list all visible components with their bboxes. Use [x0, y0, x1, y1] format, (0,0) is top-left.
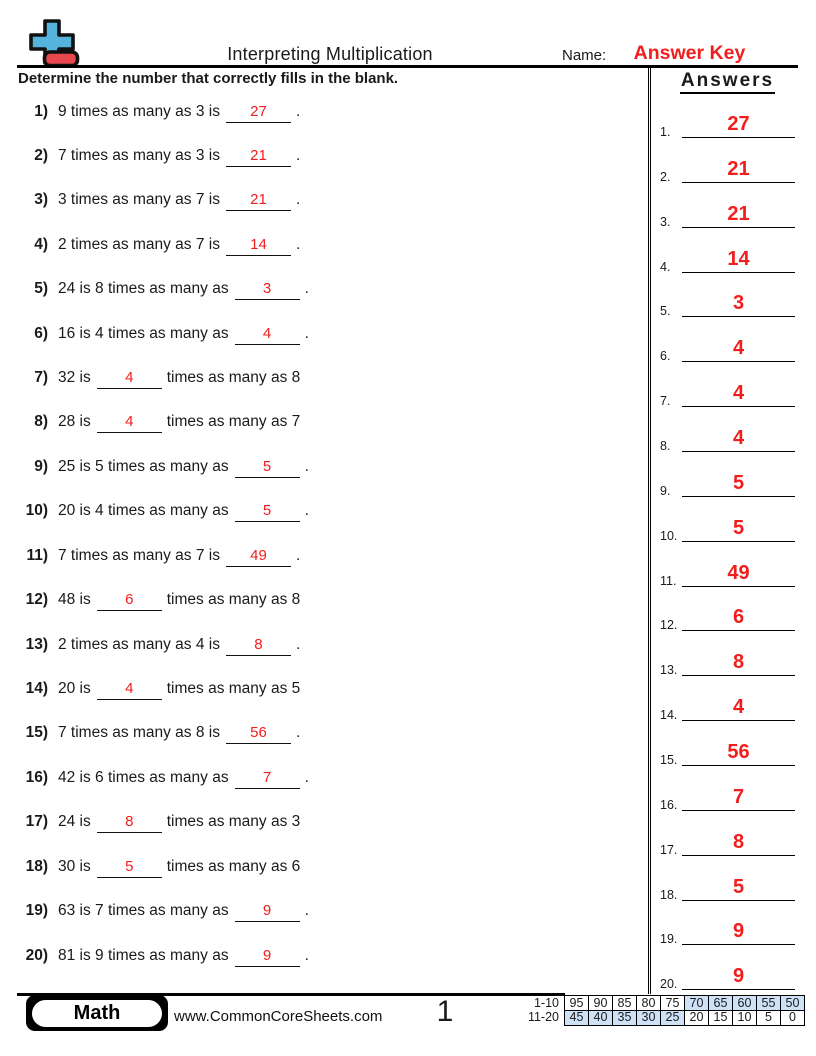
answer-line — [682, 877, 795, 901]
score-cell: 30 — [637, 1010, 661, 1025]
answer-row — [653, 106, 800, 138]
score-cell: 35 — [613, 1010, 637, 1025]
problem-row — [18, 769, 309, 789]
score-range-label: 11-20 — [527, 1010, 559, 1025]
problem-row — [18, 724, 300, 744]
problem-blank-answer: 9 — [262, 902, 272, 920]
problem-text-pre: 7 times as many as 8 is — [58, 724, 220, 742]
answer-line — [682, 204, 795, 228]
answer-key-text: Answer Key — [633, 42, 746, 64]
problem-number: 9) — [34, 457, 48, 475]
problem-number: 3) — [34, 191, 48, 209]
problem-number: 8) — [34, 413, 48, 431]
score-cell: 50 — [781, 996, 805, 1011]
answer-value: 9 — [732, 965, 745, 988]
problem-text-post: . — [304, 457, 309, 475]
page-number: 1 — [436, 995, 454, 1028]
score-cell: 55 — [757, 996, 781, 1011]
problem-text-post: times as many as 5 — [166, 680, 301, 697]
problem-row — [18, 680, 300, 700]
problem-text-post: . — [295, 191, 301, 209]
problem-blank — [226, 236, 291, 256]
problem-blank-answer: 4 — [125, 413, 134, 431]
answer-value: 5 — [732, 516, 745, 539]
score-cell: 60 — [733, 996, 757, 1011]
problem-blank — [226, 147, 291, 167]
problem-blank — [226, 547, 291, 567]
problem-number: 11) — [26, 546, 48, 564]
problem-text-pre: 24 is — [58, 813, 91, 831]
answer-value: 27 — [727, 113, 750, 135]
score-cell: 40 — [589, 1010, 613, 1025]
answer-value: 7 — [732, 785, 745, 808]
problem-text-pre: 30 is — [58, 857, 91, 875]
answer-row — [653, 734, 800, 766]
problem-row — [18, 280, 309, 300]
answer-number: 13. — [660, 663, 678, 678]
answer-value: 9 — [732, 920, 745, 943]
problem-blank-answer: 6 — [125, 591, 134, 609]
answer-row — [653, 330, 800, 362]
answer-row — [653, 644, 800, 676]
problem-text-post: . — [304, 902, 309, 920]
answer-number: 11. — [660, 573, 677, 588]
problem-blank-answer: 21 — [250, 146, 267, 164]
answer-row — [653, 151, 800, 183]
problem-blank-answer: 21 — [250, 191, 267, 209]
score-cell: 80 — [637, 996, 661, 1011]
problem-number: 1) — [34, 102, 48, 120]
answer-row — [653, 555, 800, 587]
score-cell: 20 — [685, 1010, 709, 1025]
answer-number: 14. — [660, 708, 678, 723]
website-text: www.CommonCoreSheets.com — [174, 1008, 383, 1025]
problem-blank — [226, 636, 291, 656]
problem-text-post: . — [295, 724, 301, 742]
problem-blank — [226, 191, 291, 211]
problem-text-post: times as many as 8 — [166, 591, 301, 609]
problem-blank-answer: 4 — [262, 324, 272, 342]
answer-number: 18. — [660, 887, 678, 902]
score-table — [506, 995, 805, 1026]
answer-number: 5. — [660, 304, 671, 319]
problem-blank-answer: 14 — [250, 235, 267, 253]
problem-text-pre: 28 is — [58, 413, 91, 431]
answer-value: 3 — [732, 292, 745, 315]
problem-blank — [97, 858, 162, 878]
problem-text-post: . — [295, 546, 301, 564]
problem-row — [18, 147, 300, 167]
answers-title: Answers — [655, 70, 800, 92]
problem-blank-answer: 49 — [250, 546, 267, 564]
problem-blank — [235, 502, 300, 522]
problem-text-post: times as many as 6 — [166, 857, 301, 875]
score-cell: 75 — [661, 996, 685, 1011]
problem-text-pre: 32 is — [58, 369, 91, 386]
answer-row — [653, 465, 800, 497]
math-badge-label: Math — [73, 1001, 121, 1024]
answer-row — [653, 913, 800, 945]
problem-text-post: . — [304, 502, 309, 520]
problem-blank — [226, 103, 291, 123]
problem-blank-answer: 9 — [262, 946, 272, 964]
problem-number: 13) — [25, 635, 48, 653]
answer-number: 4. — [660, 259, 671, 274]
problem-number: 17) — [25, 813, 48, 831]
problem-number: 12) — [25, 591, 48, 609]
problem-text-post: . — [295, 635, 301, 653]
answer-line — [682, 742, 795, 766]
problem-row — [18, 458, 309, 478]
problem-blank-answer: 8 — [254, 635, 263, 653]
score-cell: 85 — [613, 996, 637, 1011]
math-badge-pill — [32, 1000, 162, 1027]
problem-blank — [97, 591, 162, 611]
answer-number: 19. — [660, 932, 678, 947]
problem-row — [18, 636, 300, 656]
answer-value: 56 — [727, 740, 750, 763]
problem-blank — [235, 325, 300, 345]
problem-blank — [235, 280, 300, 300]
problem-number: 16) — [25, 768, 48, 786]
problem-text-pre: 2 times as many as 4 is — [58, 635, 220, 653]
name-label: Name: — [562, 47, 607, 64]
plus-minus-logo-icon — [28, 18, 108, 77]
answer-value: 21 — [727, 157, 750, 180]
problem-text-pre: 16 is 4 times as many as — [58, 324, 229, 342]
answer-row — [653, 958, 800, 990]
problem-text-post: times as many as 3 — [166, 813, 301, 831]
answer-value: 5 — [732, 875, 745, 898]
answer-number: 2. — [660, 169, 671, 184]
answer-line — [682, 428, 795, 452]
answer-line — [682, 383, 795, 407]
problem-blank-answer: 7 — [262, 768, 272, 786]
score-cell: 95 — [565, 996, 589, 1011]
problem-blank-answer: 4 — [125, 680, 134, 697]
answer-value: 14 — [727, 247, 750, 270]
answer-value: 4 — [732, 382, 745, 405]
answer-line — [682, 787, 795, 811]
answer-number: 12. — [660, 618, 678, 633]
answer-value: 49 — [727, 561, 750, 584]
instruction-text: Determine the number that correctly fills in the blank. — [18, 70, 399, 87]
problem-number: 5) — [34, 280, 48, 298]
answer-value: 5 — [732, 471, 745, 494]
problem-blank — [235, 458, 300, 478]
problem-blank-answer: 3 — [262, 280, 272, 298]
problem-blank — [235, 902, 300, 922]
math-badge — [26, 995, 168, 1031]
answer-line — [682, 921, 795, 945]
problem-text-post: . — [304, 946, 309, 964]
score-cell: 0 — [781, 1010, 805, 1025]
answer-row — [653, 196, 800, 228]
answer-line — [682, 518, 795, 542]
header-divider — [17, 65, 798, 68]
problem-text-post: . — [304, 280, 309, 298]
answer-number: 16. — [660, 797, 678, 812]
answer-line — [682, 966, 795, 990]
problem-text-pre: 81 is 9 times as many as — [58, 946, 229, 964]
problem-number: 19) — [25, 902, 48, 920]
problem-number: 14) — [25, 680, 48, 697]
answer-number: 15. — [660, 752, 678, 767]
problem-blank — [226, 724, 291, 744]
answer-row — [653, 599, 800, 631]
answer-row — [653, 285, 800, 317]
answer-number: 20. — [660, 977, 678, 992]
answer-line — [682, 293, 795, 317]
problem-text-post: . — [304, 768, 309, 786]
answer-line — [682, 832, 795, 856]
answer-number: 9. — [660, 483, 671, 498]
problem-number: 18) — [25, 857, 48, 875]
problem-blank — [97, 369, 162, 389]
problem-blank-answer: 8 — [125, 813, 134, 831]
problem-blank — [235, 947, 300, 967]
score-cell: 90 — [589, 996, 613, 1011]
score-cell: 70 — [685, 996, 709, 1011]
problem-blank-answer: 56 — [250, 724, 267, 742]
answer-number: 10. — [660, 528, 678, 543]
answer-row — [653, 779, 800, 811]
problem-blank — [97, 680, 162, 700]
problem-number: 20) — [25, 946, 48, 964]
score-range-label: 1-10 — [533, 995, 559, 1010]
problem-number: 7) — [34, 369, 48, 386]
problem-row — [18, 813, 300, 833]
answer-row — [653, 510, 800, 542]
answer-line — [682, 563, 795, 587]
problem-text-pre: 20 is 4 times as many as — [58, 502, 229, 520]
problem-text-pre: 2 times as many as 7 is — [58, 235, 220, 253]
problem-text-post: . — [295, 235, 301, 253]
score-cell: 15 — [709, 1010, 733, 1025]
problem-number: 10) — [25, 502, 48, 520]
problem-text-pre: 42 is 6 times as many as — [58, 768, 229, 786]
problem-row — [18, 902, 309, 922]
problem-row — [18, 103, 300, 123]
answer-row — [653, 375, 800, 407]
problem-row — [18, 858, 300, 878]
page-title: Interpreting Multiplication — [227, 44, 433, 64]
problem-blank — [97, 413, 162, 433]
answer-line — [682, 338, 795, 362]
score-cell: 10 — [733, 1010, 757, 1025]
answer-value: 8 — [732, 830, 745, 853]
answer-number: 1. — [660, 125, 671, 139]
minus-icon — [45, 52, 78, 66]
problem-row — [18, 413, 300, 433]
problem-text-pre: 25 is 5 times as many as — [58, 457, 229, 475]
problem-row — [18, 591, 300, 611]
problem-text-pre: 7 times as many as 3 is — [58, 146, 220, 164]
answer-value: 8 — [732, 651, 745, 674]
score-cell: 45 — [565, 1010, 589, 1025]
problem-text-pre: 3 times as many as 7 is — [58, 191, 220, 209]
problem-row — [18, 547, 300, 567]
answer-value: 4 — [732, 337, 745, 360]
score-cell: 25 — [661, 1010, 685, 1025]
problem-blank — [235, 769, 300, 789]
problem-blank-answer: 5 — [125, 857, 134, 875]
problem-blank-answer: 5 — [262, 457, 272, 475]
problem-row — [18, 325, 309, 345]
problem-text-pre: 20 is — [58, 680, 91, 697]
answer-row — [653, 420, 800, 452]
answer-line — [682, 249, 795, 273]
problem-row — [18, 502, 309, 522]
problem-row — [18, 947, 309, 967]
answer-line — [682, 473, 795, 497]
problem-text-pre: 63 is 7 times as many as — [58, 902, 229, 920]
problem-blank-answer: 4 — [125, 369, 134, 386]
problem-number: 2) — [34, 146, 48, 164]
problem-blank-answer: 27 — [250, 102, 267, 120]
problem-text-post: . — [295, 102, 301, 120]
problem-row — [18, 191, 300, 211]
answer-line — [682, 607, 795, 631]
answer-line — [682, 697, 795, 721]
answer-row — [653, 869, 800, 901]
score-cell: 5 — [757, 1010, 781, 1025]
problem-text-post: . — [304, 324, 309, 342]
problem-number: 15) — [25, 724, 48, 742]
answer-line — [682, 114, 795, 138]
problem-text-pre: 7 times as many as 7 is — [58, 546, 220, 564]
problem-text-pre: 24 is 8 times as many as — [58, 280, 229, 298]
answer-row — [653, 689, 800, 721]
problem-text-pre: 48 is — [58, 591, 91, 609]
problem-text-pre: 9 times as many as 3 is — [58, 102, 220, 120]
answer-number: 17. — [660, 842, 678, 857]
answer-row — [653, 824, 800, 856]
answer-line — [682, 159, 795, 183]
problem-text-post: . — [295, 146, 301, 164]
problem-text-post: times as many as 7 — [166, 413, 301, 431]
answer-value: 21 — [727, 202, 750, 225]
answer-number: 8. — [660, 438, 671, 453]
problem-row — [18, 236, 300, 256]
score-cell: 65 — [709, 996, 733, 1011]
problem-number: 6) — [34, 324, 48, 342]
problem-blank — [97, 813, 162, 833]
answer-value: 4 — [732, 426, 745, 449]
answer-number: 3. — [660, 214, 671, 229]
answer-row — [653, 241, 800, 273]
answer-value: 4 — [732, 696, 745, 719]
problem-blank-answer: 5 — [262, 502, 272, 520]
problem-text-post: times as many as 8 — [166, 369, 301, 386]
problem-number: 4) — [34, 235, 48, 253]
answer-value: 6 — [732, 606, 745, 629]
answer-line — [682, 652, 795, 676]
answers-vertical-separator — [648, 67, 651, 994]
problem-row — [18, 369, 300, 389]
answer-number: 7. — [660, 394, 671, 409]
answer-number: 6. — [660, 349, 671, 364]
